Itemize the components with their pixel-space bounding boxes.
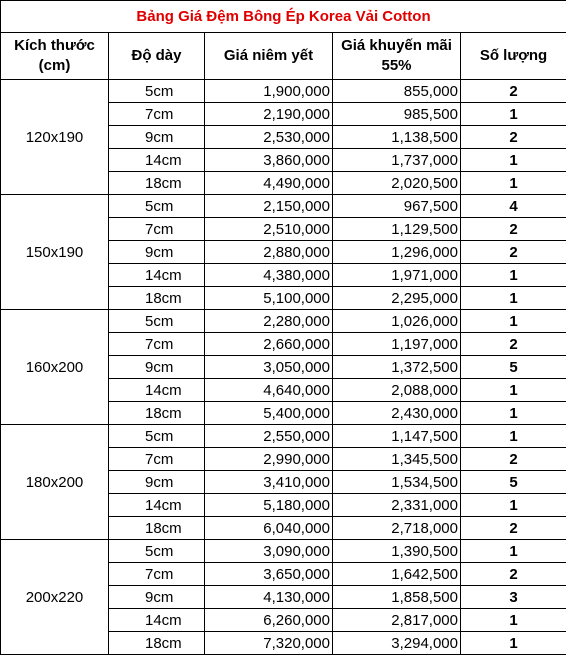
promo-price-cell: 1,534,500 — [333, 471, 461, 494]
thickness-cell: 5cm — [109, 540, 205, 563]
quantity-cell: 1 — [461, 402, 566, 425]
list-price-cell: 2,510,000 — [205, 218, 333, 241]
list-price-cell: 2,990,000 — [205, 448, 333, 471]
header-list-price: Giá niêm yết — [205, 33, 333, 80]
promo-price-cell: 2,817,000 — [333, 609, 461, 632]
thickness-cell: 14cm — [109, 494, 205, 517]
quantity-cell: 1 — [461, 609, 566, 632]
promo-price-cell: 1,147,500 — [333, 425, 461, 448]
thickness-cell: 18cm — [109, 402, 205, 425]
quantity-cell: 1 — [461, 540, 566, 563]
thickness-cell: 14cm — [109, 264, 205, 287]
quantity-cell: 1 — [461, 379, 566, 402]
quantity-cell: 1 — [461, 632, 566, 655]
thickness-cell: 14cm — [109, 379, 205, 402]
promo-price-cell: 1,858,500 — [333, 586, 461, 609]
table-row — [1, 80, 566, 103]
table-body — [1, 80, 566, 655]
header-quantity: Số lượng — [461, 33, 566, 80]
thickness-cell: 7cm — [109, 103, 205, 126]
promo-price-cell: 2,295,000 — [333, 287, 461, 310]
list-price-cell: 3,090,000 — [205, 540, 333, 563]
quantity-cell: 4 — [461, 195, 566, 218]
promo-price-cell: 1,296,000 — [333, 241, 461, 264]
quantity-cell: 2 — [461, 333, 566, 356]
quantity-cell: 2 — [461, 218, 566, 241]
promo-price-cell: 1,971,000 — [333, 264, 461, 287]
list-price-cell: 7,320,000 — [205, 632, 333, 655]
thickness-cell: 7cm — [109, 563, 205, 586]
thickness-cell: 5cm — [109, 80, 205, 103]
size-cell: 180x200 — [1, 425, 109, 540]
quantity-cell: 1 — [461, 172, 566, 195]
promo-price-cell: 2,088,000 — [333, 379, 461, 402]
promo-price-cell: 2,331,000 — [333, 494, 461, 517]
promo-price-cell: 1,642,500 — [333, 563, 461, 586]
list-price-cell: 3,410,000 — [205, 471, 333, 494]
table-row — [1, 195, 566, 218]
thickness-cell: 7cm — [109, 333, 205, 356]
promo-price-cell: 1,737,000 — [333, 149, 461, 172]
quantity-cell: 5 — [461, 356, 566, 379]
list-price-cell: 3,860,000 — [205, 149, 333, 172]
table-row — [1, 425, 566, 448]
list-price-cell: 6,260,000 — [205, 609, 333, 632]
list-price-cell: 5,400,000 — [205, 402, 333, 425]
promo-price-cell: 1,345,500 — [333, 448, 461, 471]
quantity-cell: 5 — [461, 471, 566, 494]
thickness-cell: 5cm — [109, 310, 205, 333]
thickness-cell: 18cm — [109, 172, 205, 195]
promo-price-cell: 1,138,500 — [333, 126, 461, 149]
promo-price-cell: 1,129,500 — [333, 218, 461, 241]
thickness-cell: 9cm — [109, 471, 205, 494]
thickness-cell: 14cm — [109, 609, 205, 632]
promo-price-cell: 1,197,000 — [333, 333, 461, 356]
table-row — [1, 310, 566, 333]
table-row — [1, 540, 566, 563]
list-price-cell: 4,130,000 — [205, 586, 333, 609]
list-price-cell: 2,530,000 — [205, 126, 333, 149]
list-price-cell: 4,640,000 — [205, 379, 333, 402]
list-price-cell: 1,900,000 — [205, 80, 333, 103]
promo-price-cell: 2,430,000 — [333, 402, 461, 425]
quantity-cell: 2 — [461, 563, 566, 586]
list-price-cell: 2,150,000 — [205, 195, 333, 218]
thickness-cell: 7cm — [109, 218, 205, 241]
promo-price-cell: 1,026,000 — [333, 310, 461, 333]
list-price-cell: 2,880,000 — [205, 241, 333, 264]
quantity-cell: 1 — [461, 494, 566, 517]
thickness-cell: 18cm — [109, 517, 205, 540]
header-size: Kích thước (cm) — [1, 33, 109, 80]
promo-price-cell: 1,390,500 — [333, 540, 461, 563]
quantity-cell: 1 — [461, 103, 566, 126]
list-price-cell: 2,190,000 — [205, 103, 333, 126]
quantity-cell: 2 — [461, 517, 566, 540]
list-price-cell: 3,050,000 — [205, 356, 333, 379]
list-price-cell: 3,650,000 — [205, 563, 333, 586]
list-price-cell: 2,280,000 — [205, 310, 333, 333]
thickness-cell: 18cm — [109, 287, 205, 310]
size-cell: 200x220 — [1, 540, 109, 655]
header-thickness: Độ dày — [109, 33, 205, 80]
size-cell: 150x190 — [1, 195, 109, 310]
thickness-cell: 9cm — [109, 586, 205, 609]
promo-price-cell: 2,718,000 — [333, 517, 461, 540]
list-price-cell: 5,100,000 — [205, 287, 333, 310]
thickness-cell: 9cm — [109, 356, 205, 379]
promo-price-cell: 3,294,000 — [333, 632, 461, 655]
list-price-cell: 6,040,000 — [205, 517, 333, 540]
thickness-cell: 14cm — [109, 149, 205, 172]
table-title: Bảng Giá Đệm Bông Ép Korea Vải Cotton — [1, 1, 566, 33]
header-promo-price: Giá khuyến mãi 55% — [333, 33, 461, 80]
thickness-cell: 5cm — [109, 425, 205, 448]
promo-price-cell: 985,500 — [333, 103, 461, 126]
quantity-cell: 1 — [461, 425, 566, 448]
list-price-cell: 2,660,000 — [205, 333, 333, 356]
thickness-cell: 18cm — [109, 632, 205, 655]
thickness-cell: 9cm — [109, 241, 205, 264]
quantity-cell: 2 — [461, 126, 566, 149]
list-price-cell: 4,380,000 — [205, 264, 333, 287]
quantity-cell: 1 — [461, 287, 566, 310]
list-price-cell: 2,550,000 — [205, 425, 333, 448]
quantity-cell: 1 — [461, 310, 566, 333]
quantity-cell: 2 — [461, 448, 566, 471]
quantity-cell: 3 — [461, 586, 566, 609]
list-price-cell: 5,180,000 — [205, 494, 333, 517]
thickness-cell: 7cm — [109, 448, 205, 471]
thickness-cell: 9cm — [109, 126, 205, 149]
quantity-cell: 2 — [461, 80, 566, 103]
promo-price-cell: 855,000 — [333, 80, 461, 103]
quantity-cell: 1 — [461, 149, 566, 172]
quantity-cell: 1 — [461, 264, 566, 287]
size-cell: 160x200 — [1, 310, 109, 425]
size-cell: 120x190 — [1, 80, 109, 195]
thickness-cell: 5cm — [109, 195, 205, 218]
promo-price-cell: 2,020,500 — [333, 172, 461, 195]
promo-price-cell: 1,372,500 — [333, 356, 461, 379]
promo-price-cell: 967,500 — [333, 195, 461, 218]
quantity-cell: 2 — [461, 241, 566, 264]
list-price-cell: 4,490,000 — [205, 172, 333, 195]
